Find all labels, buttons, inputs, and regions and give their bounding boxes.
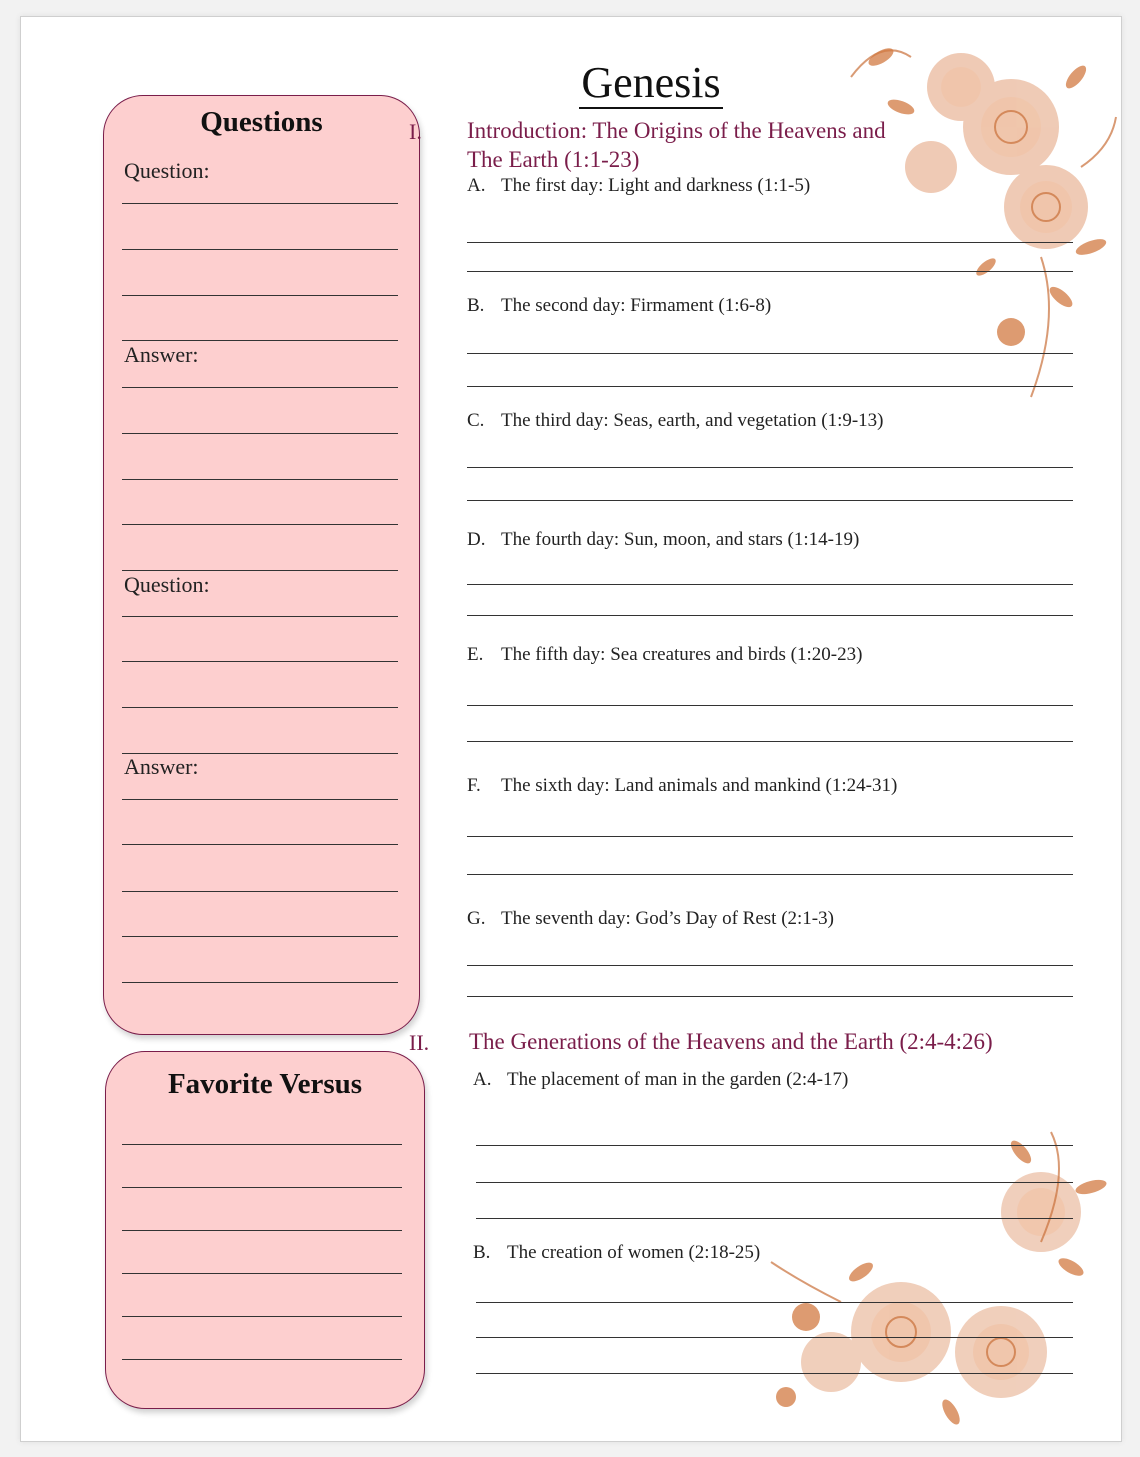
outline-item-1f [467,775,897,797]
item-text: The placement of man in the garden (2:4-17) [507,1069,849,1090]
writing-line[interactable] [467,500,1073,501]
page-title: Genesis [581,58,721,107]
outline-item-1b [467,295,771,317]
writing-line[interactable] [122,753,398,754]
writing-line[interactable] [467,584,1073,585]
writing-line[interactable] [467,874,1073,875]
item-text: The second day: Firmament (1:6-8) [501,295,772,316]
outline-item-1a [467,175,810,197]
writing-line[interactable] [122,479,398,480]
item-text: The fifth day: Sea creatures and birds (1:20-23) [501,644,863,665]
writing-line[interactable] [122,387,398,388]
writing-line[interactable] [122,661,398,662]
writing-line[interactable] [476,1337,1073,1338]
writing-line[interactable] [122,1187,402,1188]
writing-line[interactable] [122,707,398,708]
writing-line[interactable] [467,965,1073,966]
item-letter: A. [467,175,486,196]
floral-decoration-top-icon [811,17,1121,417]
item-letter: D. [467,529,486,550]
writing-line[interactable] [122,1359,402,1360]
item-letter: B. [467,295,485,316]
writing-line[interactable] [476,1373,1073,1374]
section-1-heading [467,116,886,174]
worksheet-page [20,16,1122,1442]
writing-line[interactable] [122,295,398,296]
writing-line[interactable] [476,1182,1073,1183]
writing-line[interactable] [467,242,1073,243]
outline-item-2b [473,1242,760,1264]
writing-line[interactable] [122,844,398,845]
writing-line[interactable] [467,705,1073,706]
item-text: The creation of women (2:18-25) [507,1242,761,1263]
writing-line[interactable] [122,1144,402,1145]
writing-line[interactable] [122,1273,402,1274]
writing-line[interactable] [122,203,398,204]
writing-line[interactable] [467,836,1073,837]
outline-item-1d [467,529,859,551]
writing-line[interactable] [122,433,398,434]
item-letter: B. [473,1242,491,1263]
writing-line[interactable] [467,996,1073,997]
writing-line[interactable] [467,615,1073,616]
section-1-heading-line-2: The Earth (1:1-23) [467,147,640,172]
section-2-heading: The Generations of the Heavens and the Earth (2:4-4:26) [469,1029,993,1054]
writing-line[interactable] [467,741,1073,742]
answer-label-2: Answer: [124,754,199,779]
writing-line[interactable] [122,524,398,525]
questions-heading: Questions [200,106,323,138]
writing-line[interactable] [122,936,398,937]
item-text: The seventh day: God’s Day of Rest (2:1-3) [501,908,834,929]
writing-line[interactable] [122,1316,402,1317]
writing-line[interactable] [122,616,398,617]
item-text: The sixth day: Land animals and mankind (1:24-31) [501,775,898,796]
writing-line[interactable] [476,1145,1073,1146]
favorite-verses-box [105,1051,425,1409]
item-text: The third day: Seas, earth, and vegetation (1:9-13) [501,410,884,431]
item-letter: C. [467,410,485,431]
item-letter: F. [467,775,481,796]
answer-label-1: Answer: [124,342,199,367]
item-letter: E. [467,644,484,665]
item-text: The first day: Light and darkness (1:1-5) [501,175,811,196]
question-label-2: Question: [124,572,210,597]
writing-line[interactable] [476,1218,1073,1219]
writing-line[interactable] [122,340,398,341]
section-2-numeral: II. [409,1030,430,1055]
item-letter: A. [473,1069,492,1090]
writing-line[interactable] [122,982,398,983]
writing-line[interactable] [476,1302,1073,1303]
outline-item-1c [467,410,884,432]
writing-line[interactable] [467,271,1073,272]
questions-box [103,95,420,1035]
writing-line[interactable] [122,799,398,800]
writing-line[interactable] [122,570,398,571]
favorite-verses-heading: Favorite Versus [167,1068,363,1100]
floral-decoration-bottom-icon [711,1092,1121,1437]
outline-item-2a [473,1069,848,1091]
section-1-heading-line-1: Introduction: The Origins of the Heavens and [467,118,886,143]
item-letter: G. [467,908,486,929]
writing-line[interactable] [467,467,1073,468]
section-1-numeral: I. [409,119,422,144]
writing-line[interactable] [122,1230,402,1231]
writing-line[interactable] [467,386,1073,387]
outline-item-1e [467,644,862,666]
outline-item-1g [467,908,834,930]
writing-line[interactable] [467,353,1073,354]
item-text: The fourth day: Sun, moon, and stars (1:14-19) [501,529,860,550]
writing-line[interactable] [122,891,398,892]
writing-line[interactable] [122,249,398,250]
question-label-1: Question: [124,158,210,183]
